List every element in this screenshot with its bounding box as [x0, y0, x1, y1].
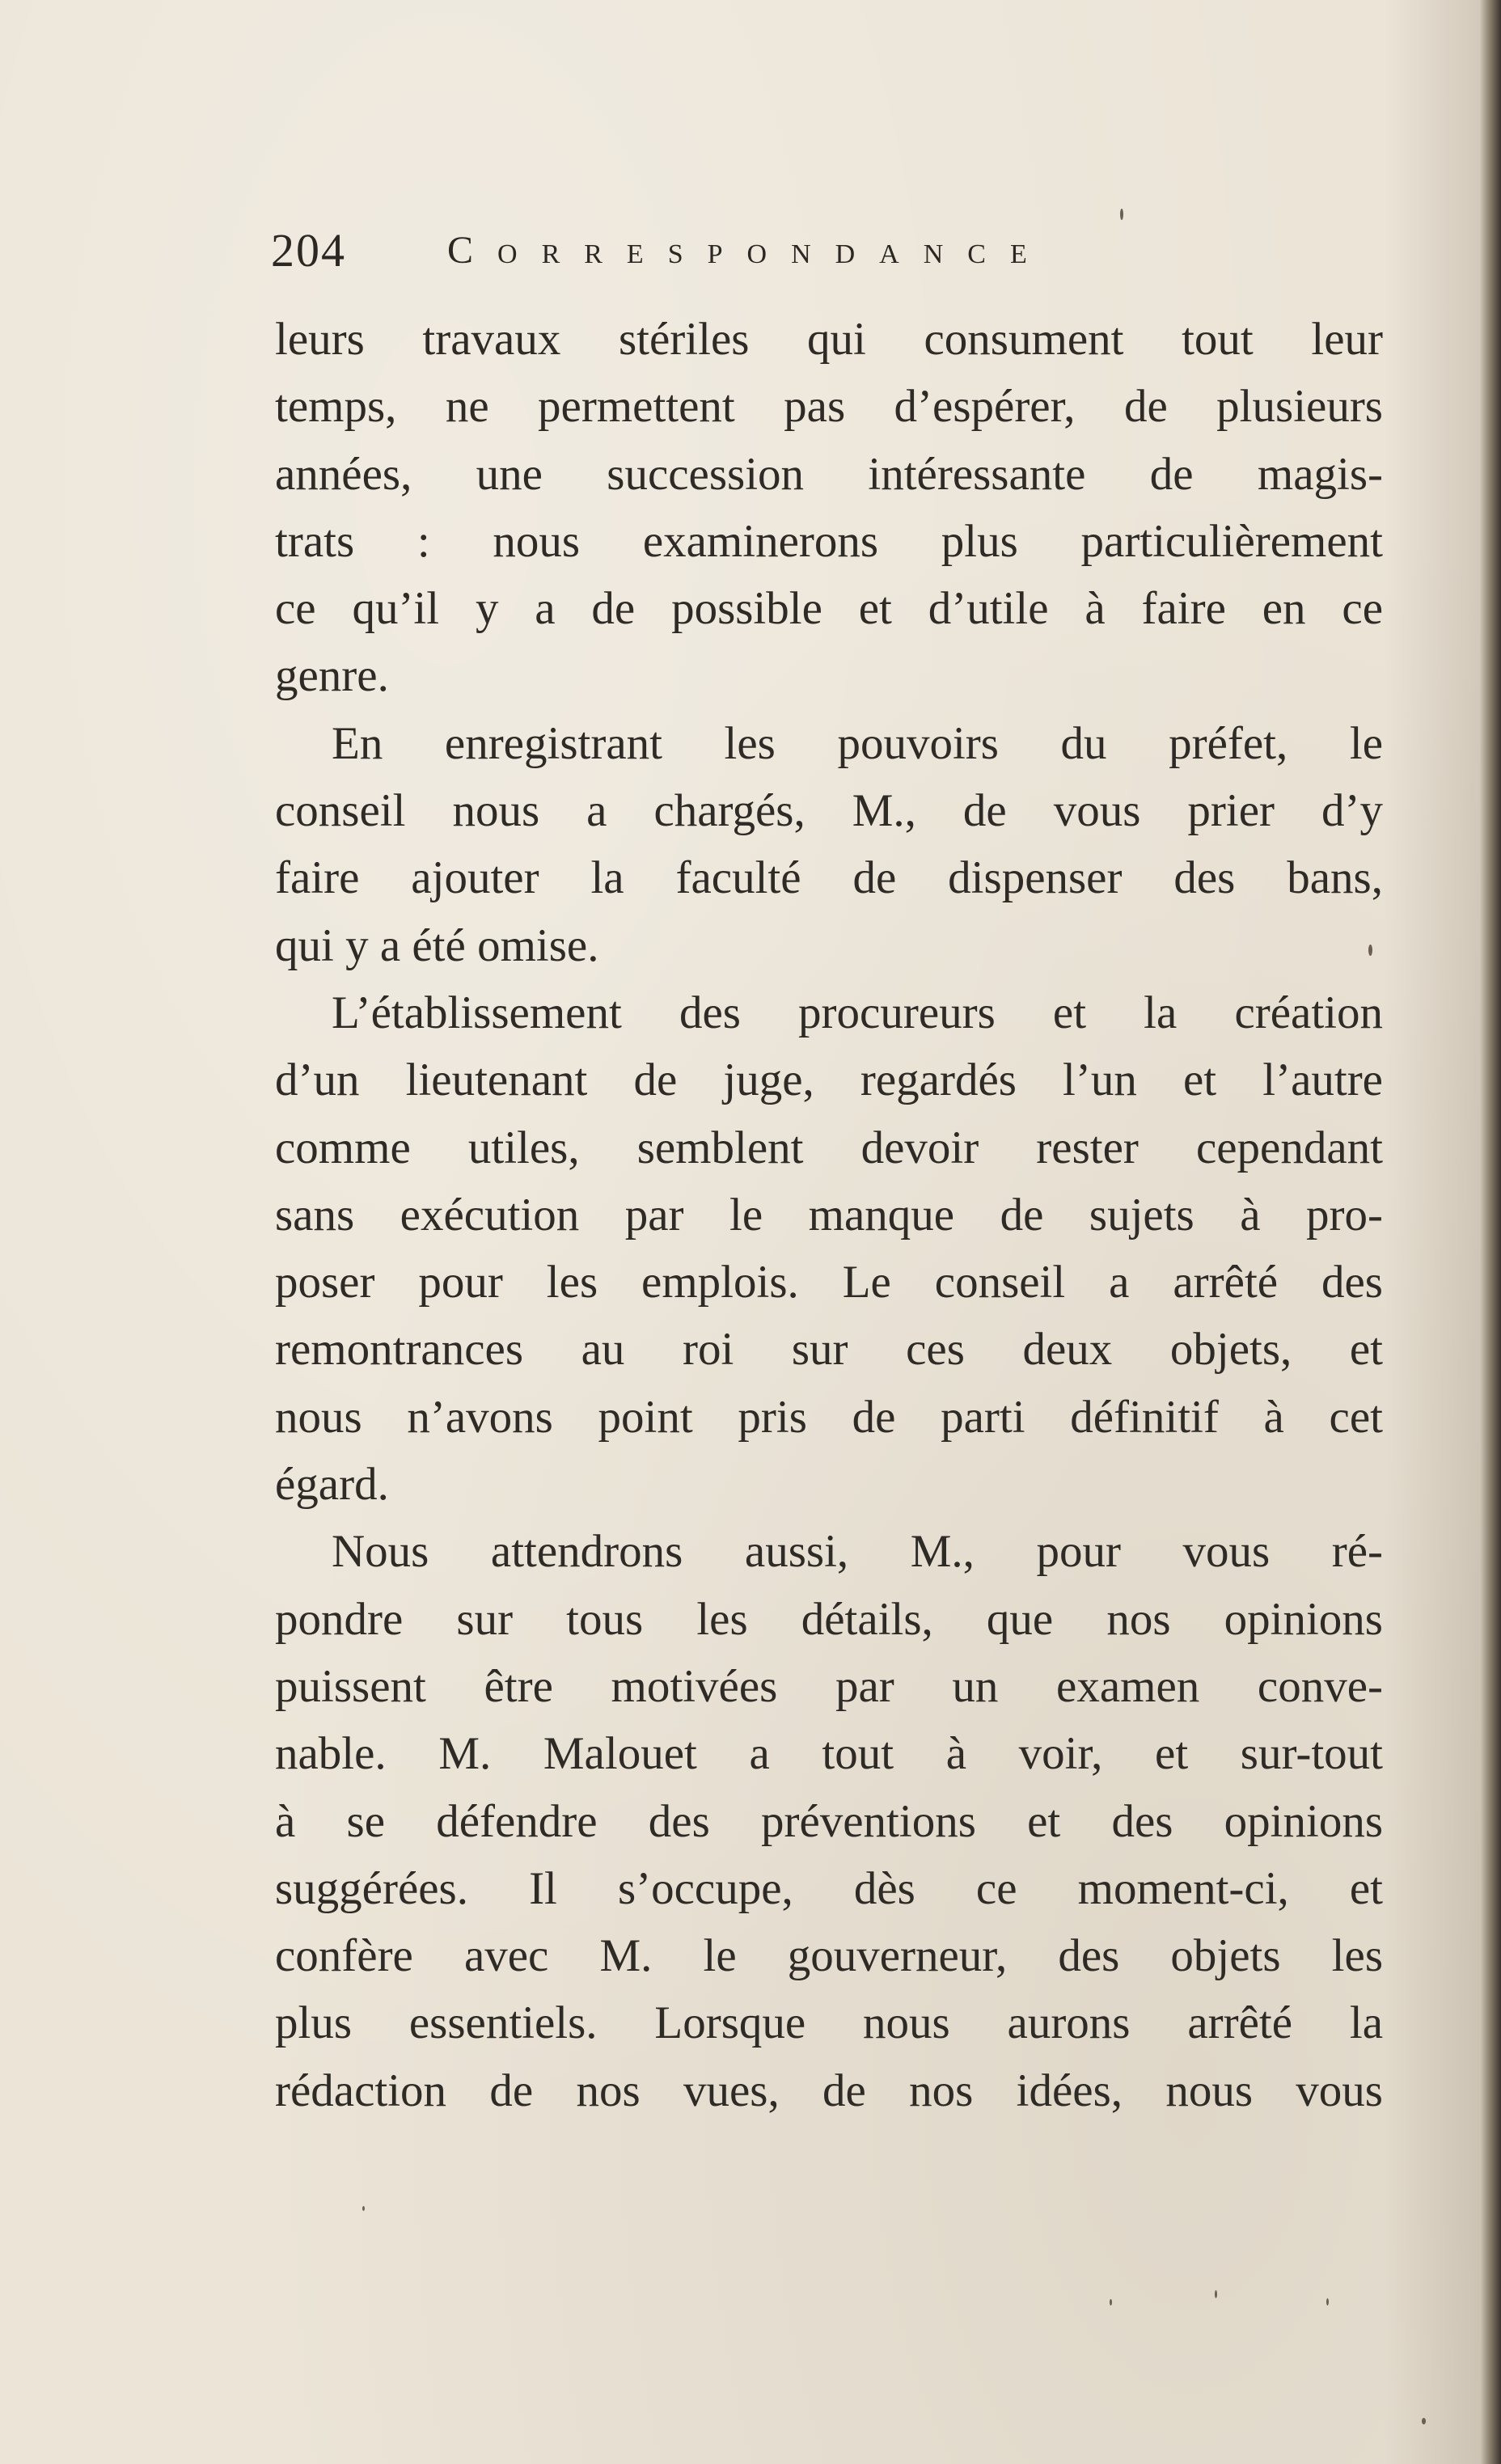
text-line: conseil nous a chargés, M., de vous prier d’y [275, 785, 1383, 837]
text-line: temps, ne permettent pas d’espérer, de plusieurs [275, 381, 1383, 433]
text-line: faire ajouter la faculté de dispenser des bans, [275, 852, 1383, 904]
page-edge [1480, 0, 1501, 2464]
text-line: qui y a été omise. [275, 919, 599, 971]
text-line: rédaction de nos vues, de nos idées, nous vous [275, 2065, 1383, 2116]
page-header [271, 223, 1387, 288]
text-line: L’établissement des procureurs et la création [332, 987, 1383, 1038]
text-line: comme utiles, semblent devoir rester cependant [275, 1122, 1383, 1173]
text-line: égard. [275, 1459, 389, 1511]
text-line: pondre sur tous les détails, que nos opinions [275, 1593, 1383, 1645]
text-line: trats : nous examinerons plus particulièrement [275, 515, 1383, 567]
paper-speck [362, 2206, 365, 2211]
running-head: Correspondance [447, 229, 1051, 272]
paper-speck [1110, 2299, 1112, 2306]
text-line: ce qu’il y a de possible et d’utile à faire en ce [275, 583, 1383, 635]
text-line: à se défendre des préventions et des opinions [275, 1795, 1383, 1847]
paper-speck [1422, 2418, 1426, 2424]
text-line: En enregistrant les pouvoirs du préfet, le [332, 717, 1383, 769]
paper-speck [1368, 945, 1372, 956]
body-text [275, 306, 1383, 2124]
text-line: confère avec M. le gouverneur, des objets les [275, 1930, 1383, 1982]
text-line: poser pour les emplois. Le conseil a arrêté des [275, 1257, 1383, 1308]
text-line: années, une succession intéressante de magis- [275, 448, 1383, 500]
text-line: suggérées. Il s’occupe, dès ce moment-ci, et [275, 1862, 1383, 1914]
text-line: nable. M. Malouet a tout à voir, et sur-tout [275, 1728, 1383, 1780]
text-line: puissent être motivées par un examen conve- [275, 1660, 1383, 1712]
page-number: 204 [271, 224, 346, 277]
text-line: nous n’avons point pris de parti définitif à cet [275, 1391, 1383, 1443]
text-line: leurs travaux stériles qui consument tout leur [275, 314, 1383, 365]
text-line: genre. [275, 650, 389, 702]
text-line: d’un lieutenant de juge, regardés l’un et l’autre [275, 1054, 1383, 1106]
text-line: plus essentiels. Lorsque nous aurons arrêté la [275, 1997, 1383, 2049]
paper-speck [1215, 2290, 1217, 2298]
text-line: remontrances au roi sur ces deux objets, et [275, 1324, 1383, 1376]
paper-speck [1326, 2298, 1329, 2306]
text-line: sans exécution par le manque de sujets à pro- [275, 1189, 1383, 1240]
paper-speck [1120, 209, 1123, 220]
text-line: Nous attendrons aussi, M., pour vous ré- [332, 1526, 1383, 1578]
